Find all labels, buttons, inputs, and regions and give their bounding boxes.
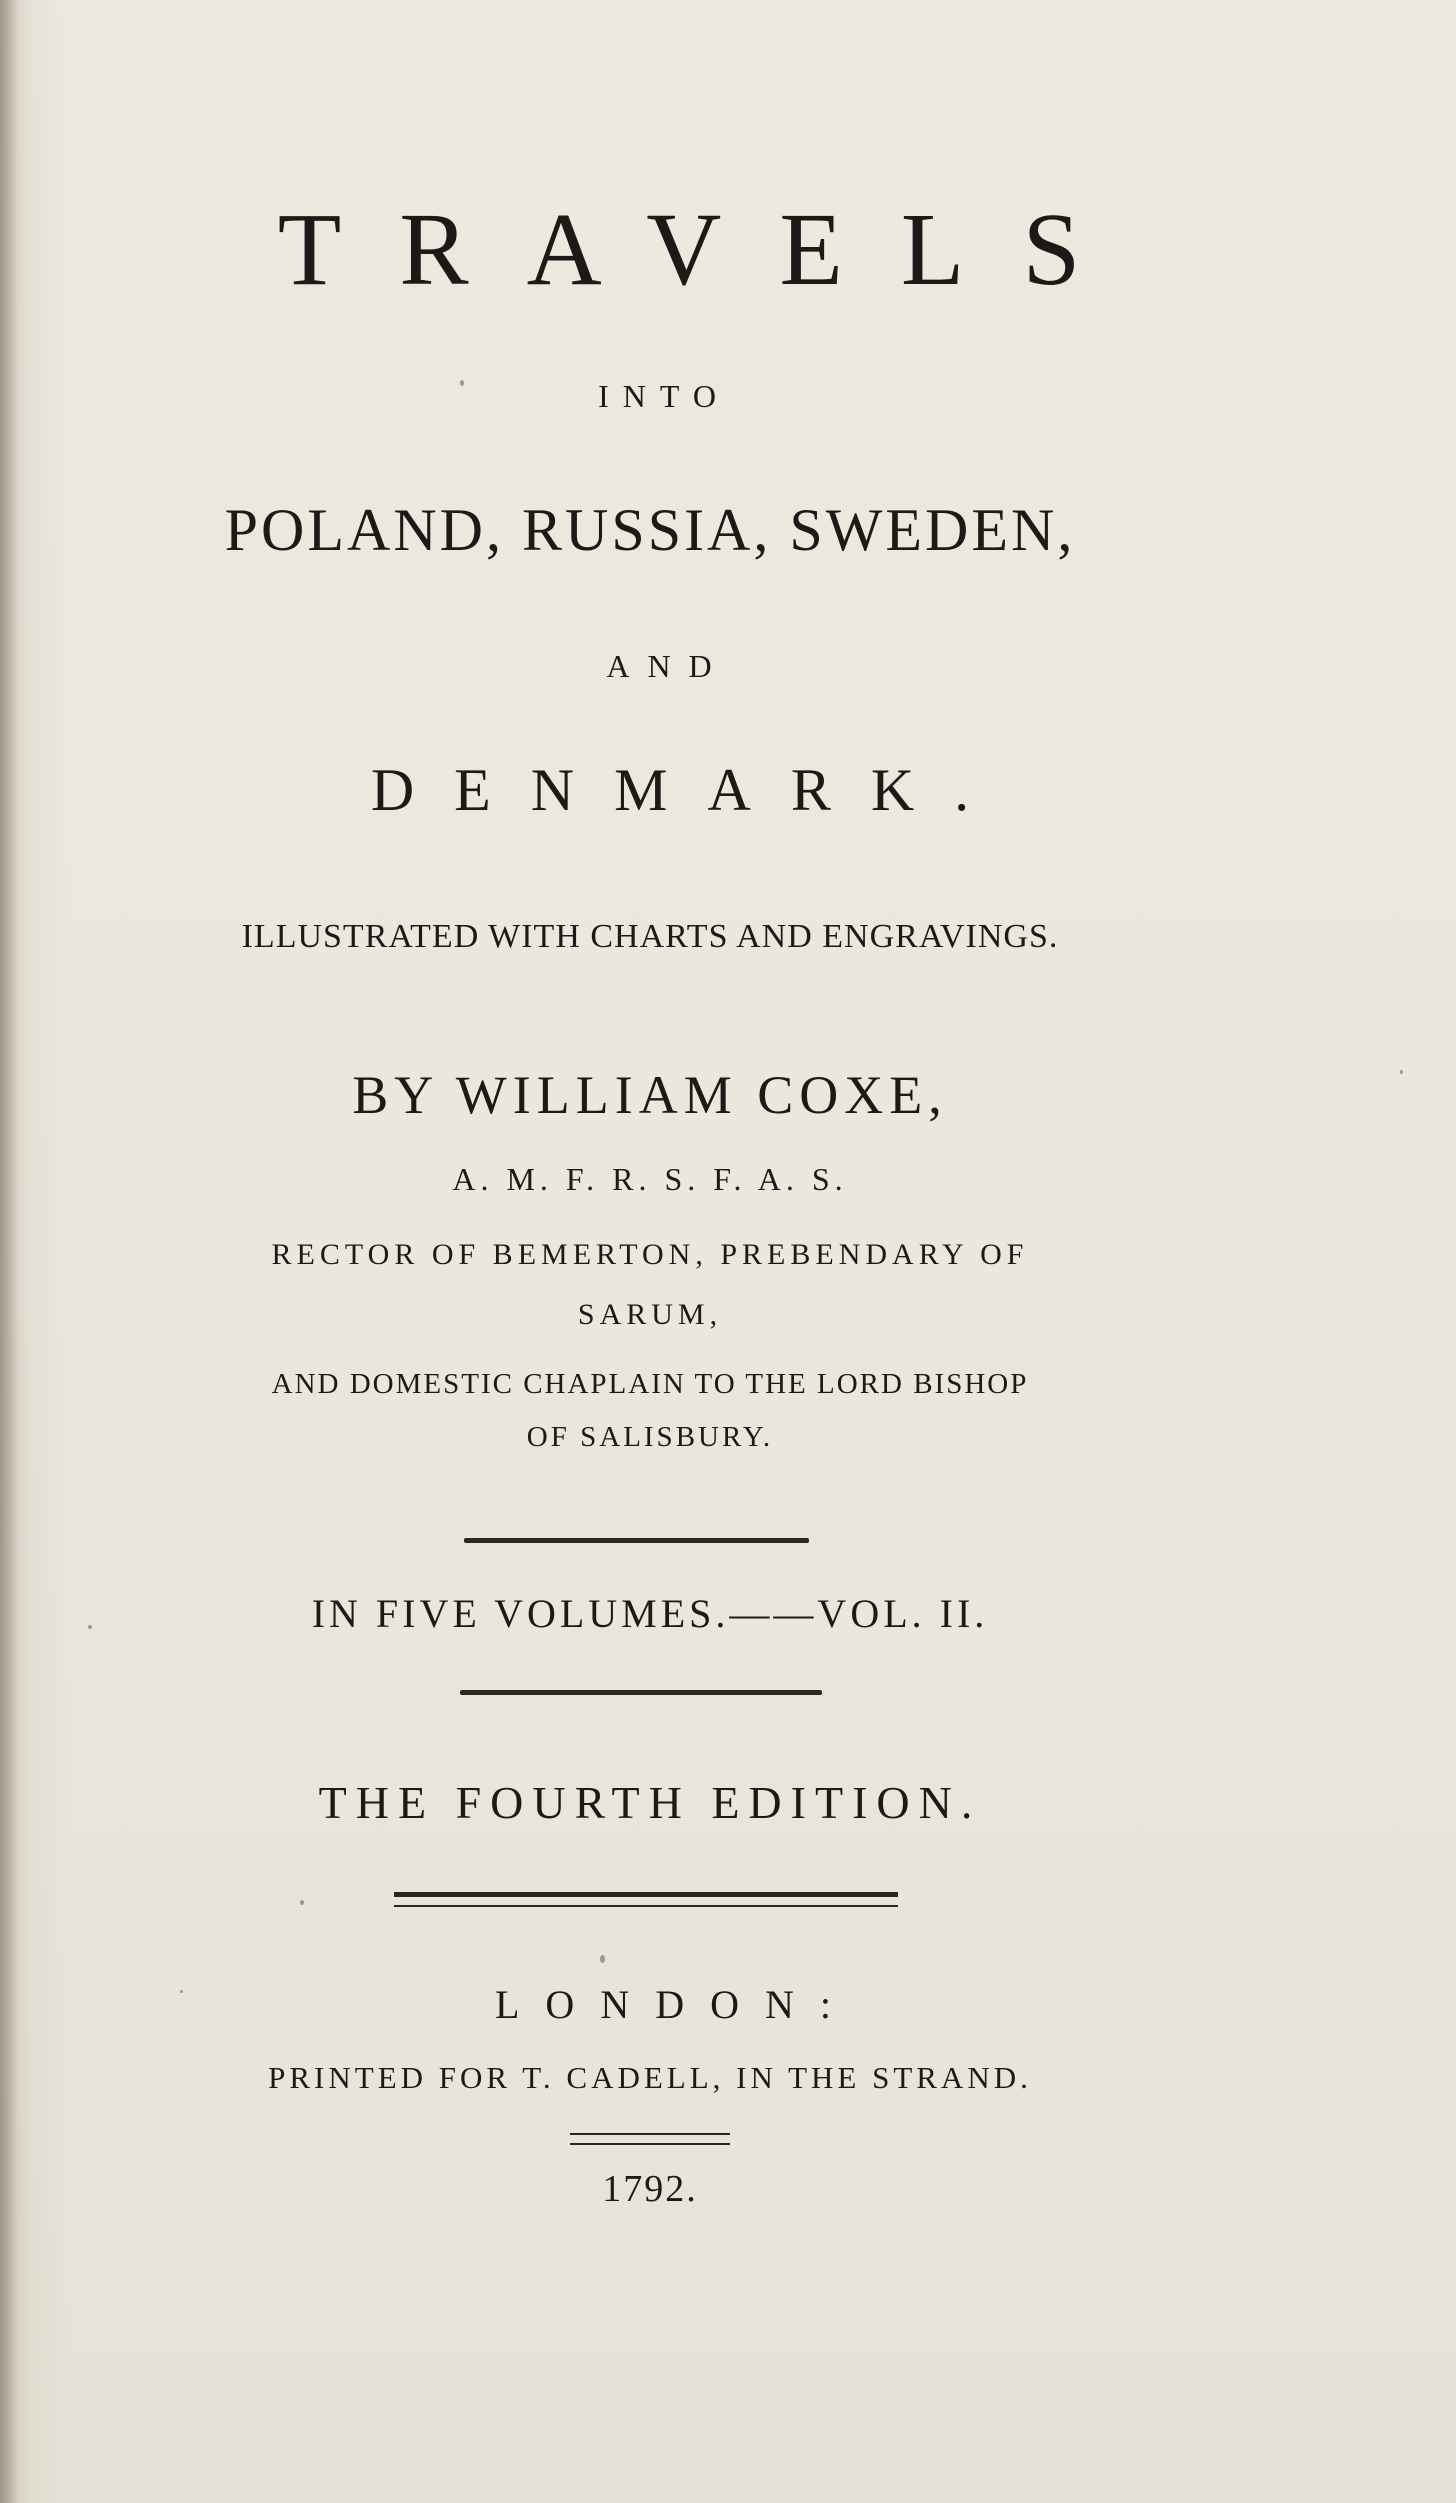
paper-speck — [1400, 1070, 1403, 1074]
author-position-line-1: RECTOR OF BEMERTON, PREBENDARY OF — [271, 1238, 1029, 1271]
countries-line: POLAND, RUSSIA, SWEDEN, — [224, 497, 1076, 563]
paper-speck — [600, 1955, 605, 1963]
paper-speck — [88, 1625, 92, 1629]
last-country-line: DENMARK. — [370, 757, 1010, 823]
divider-rule — [460, 1690, 822, 1695]
edition-line: THE FOURTH EDITION. — [318, 1777, 982, 1828]
author-chaplain-line-1: AND DOMESTIC CHAPLAIN TO THE LORD BISHOP — [271, 1368, 1029, 1400]
double-rule-thick — [394, 1892, 898, 1897]
author-line: BY WILLIAM COXE, — [352, 1065, 948, 1125]
volume-info: IN FIVE VOLUMES.——VOL. II. — [311, 1591, 989, 1636]
paper-speck — [300, 1900, 304, 1905]
title-connector-and: AND — [606, 648, 730, 684]
imprint-printer: PRINTED FOR T. CADELL, IN THE STRAND. — [268, 2060, 1032, 2095]
divider-rule — [464, 1538, 809, 1543]
small-double-rule-bottom — [570, 2143, 730, 2145]
imprint-year: 1792. — [602, 2168, 698, 2210]
double-rule-thin — [394, 1905, 898, 1907]
book-title: TRAVELS — [277, 192, 1139, 307]
author-degrees: A. M. F. R. S. F. A. S. — [452, 1161, 848, 1197]
paper-speck — [460, 380, 464, 386]
illustration-note: ILLUSTRATED WITH CHARTS AND ENGRAVINGS. — [241, 918, 1059, 955]
small-double-rule-top — [570, 2133, 730, 2135]
title-connector-into: INTO — [598, 378, 730, 414]
imprint-city: LONDON: — [495, 1982, 857, 2027]
author-position-line-2: SARUM, — [577, 1298, 723, 1331]
paper-speck — [180, 1990, 183, 1993]
author-chaplain-line-2: OF SALISBURY. — [526, 1421, 774, 1453]
